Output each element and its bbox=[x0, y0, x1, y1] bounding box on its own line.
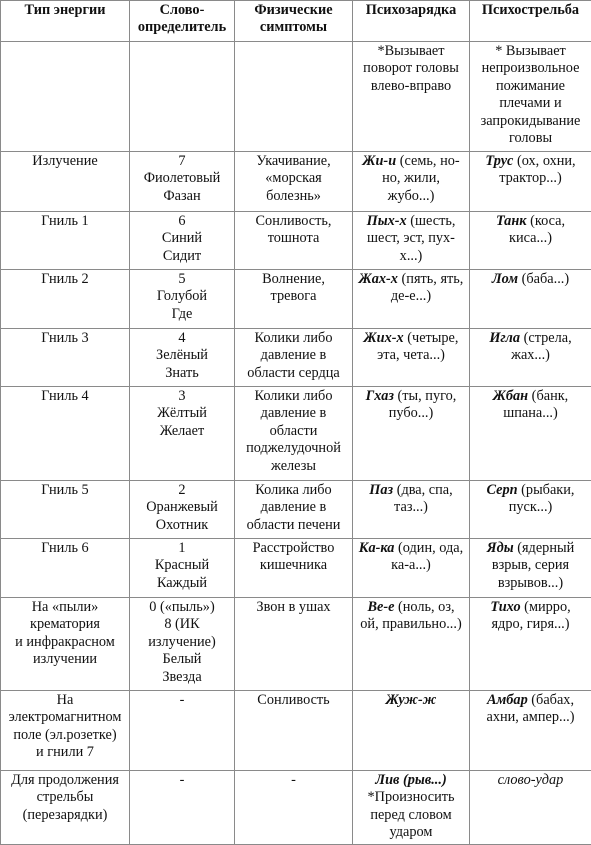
cell-line: ка-а...) bbox=[356, 557, 466, 574]
cell-energy-type bbox=[1, 42, 130, 152]
table-row bbox=[1, 270, 591, 329]
cell-line: Синий bbox=[133, 230, 231, 247]
cell-line: Жёлтый bbox=[133, 405, 231, 422]
cell-line: области сердца bbox=[238, 365, 349, 382]
cell-line: Звон в ушах bbox=[238, 599, 349, 616]
header-shoot: Психострельба bbox=[470, 1, 591, 42]
cell-line: крематория bbox=[4, 616, 126, 633]
cell-word bbox=[130, 598, 235, 691]
cell-line: жубо...) bbox=[356, 188, 466, 205]
key-word: Серп bbox=[487, 482, 518, 498]
cell-line: Жбан (банк, bbox=[473, 388, 588, 405]
table-row bbox=[1, 691, 591, 771]
header-word bbox=[130, 1, 235, 42]
cell-line: железы bbox=[238, 458, 349, 475]
cell-line: *Произносить bbox=[356, 789, 466, 806]
table-row bbox=[1, 152, 591, 212]
cell-shoot bbox=[470, 42, 591, 152]
cell-line: Излучение bbox=[4, 153, 126, 170]
cell-line: 8 (ИК bbox=[133, 616, 231, 633]
key-word: Танк bbox=[496, 213, 527, 229]
cell-energy-type bbox=[1, 270, 130, 329]
cell-word bbox=[130, 270, 235, 329]
cell-line: пуск...) bbox=[473, 499, 588, 516]
header-line: определитель bbox=[133, 19, 231, 36]
key-word: Трус bbox=[485, 153, 513, 169]
key-word: Ка-ка bbox=[359, 540, 395, 556]
cell-line: Серп (рыбаки, bbox=[473, 482, 588, 499]
cell-line: Фазан bbox=[133, 188, 231, 205]
key-word: Лом bbox=[492, 271, 518, 287]
cell-line: Укачивание, bbox=[238, 153, 349, 170]
cell-line: Звезда bbox=[133, 669, 231, 686]
cell-line: На bbox=[4, 692, 126, 709]
cell-line: шпана...) bbox=[473, 405, 588, 422]
cell-charge bbox=[353, 329, 470, 387]
cell-line: Расстройство bbox=[238, 540, 349, 557]
key-word: Жи-и bbox=[362, 153, 396, 169]
cell-line: Пых-х (шесть, bbox=[356, 213, 466, 230]
cell-line: запрокидывание bbox=[473, 113, 588, 130]
cell-line: Сидит bbox=[133, 248, 231, 265]
cell-word bbox=[130, 152, 235, 212]
cell-line: 1 bbox=[133, 540, 231, 557]
cell-symptoms bbox=[235, 270, 353, 329]
cell-line: ядро, гиря...) bbox=[473, 616, 588, 633]
cell-energy-type bbox=[1, 212, 130, 270]
header-energy-type: Тип энергии bbox=[1, 1, 130, 42]
cell-word bbox=[130, 539, 235, 598]
cell-line: киса...) bbox=[473, 230, 588, 247]
cell-charge bbox=[353, 270, 470, 329]
cell-line: Охотник bbox=[133, 517, 231, 534]
cell-line: Гниль 5 bbox=[4, 482, 126, 499]
cell-symptoms bbox=[235, 42, 353, 152]
cell-line: но, жили, bbox=[356, 170, 466, 187]
cell-line: кишечника bbox=[238, 557, 349, 574]
table-row bbox=[1, 539, 591, 598]
cell-line: болезнь» bbox=[238, 188, 349, 205]
cell-line: 3 bbox=[133, 388, 231, 405]
cell-line: таз...) bbox=[356, 499, 466, 516]
cell-line: Фиолетовый bbox=[133, 170, 231, 187]
cell-line: ой, правильно...) bbox=[356, 616, 466, 633]
cell-line: ахни, ампер...) bbox=[473, 709, 588, 726]
cell-charge bbox=[353, 42, 470, 152]
cell-line: давление в bbox=[238, 405, 349, 422]
cell-line: пубо...) bbox=[356, 405, 466, 422]
cell-line: - bbox=[133, 772, 231, 789]
cell-word bbox=[130, 212, 235, 270]
cell-energy-type bbox=[1, 481, 130, 539]
cell-line: пожимание bbox=[473, 78, 588, 95]
cell-line: * Вызывает bbox=[473, 43, 588, 60]
cell-line: 4 bbox=[133, 330, 231, 347]
cell-line: Где bbox=[133, 306, 231, 323]
key-word: Лив (рыв...) bbox=[375, 772, 446, 788]
cell-line: 7 bbox=[133, 153, 231, 170]
table-row bbox=[1, 212, 591, 270]
cell-shoot bbox=[470, 212, 591, 270]
cell-line: Колики либо bbox=[238, 330, 349, 347]
key-word: Тихо bbox=[490, 599, 520, 615]
cell-charge bbox=[353, 387, 470, 481]
key-word: Яды bbox=[487, 540, 514, 556]
cell-line: поворот головы bbox=[356, 60, 466, 77]
italic-word: слово-удар bbox=[498, 772, 564, 788]
header-charge: Психозарядка bbox=[353, 1, 470, 42]
cell-word bbox=[130, 691, 235, 771]
cell-line: Жах-х (пять, ять, bbox=[356, 271, 466, 288]
cell-line: «морская bbox=[238, 170, 349, 187]
cell-line: стрельбы bbox=[4, 789, 126, 806]
cell-line: Тихо (мирро, bbox=[473, 599, 588, 616]
cell-line: Ка-ка (один, ода, bbox=[356, 540, 466, 557]
cell-line: Белый bbox=[133, 651, 231, 668]
cell-word bbox=[130, 481, 235, 539]
cell-line: Жих-х (четыре, bbox=[356, 330, 466, 347]
cell-shoot bbox=[470, 152, 591, 212]
table-row bbox=[1, 771, 591, 845]
cell-line: Волнение, bbox=[238, 271, 349, 288]
cell-symptoms bbox=[235, 691, 353, 771]
cell-line: Игла (стрела, bbox=[473, 330, 588, 347]
cell-line: тревога bbox=[238, 288, 349, 305]
cell-line: (перезарядки) bbox=[4, 807, 126, 824]
cell-charge bbox=[353, 539, 470, 598]
cell-energy-type bbox=[1, 539, 130, 598]
cell-line: Танк (коса, bbox=[473, 213, 588, 230]
cell-shoot bbox=[470, 329, 591, 387]
cell-energy-type bbox=[1, 152, 130, 212]
cell-shoot bbox=[470, 598, 591, 691]
header-line: Физические bbox=[238, 2, 349, 19]
cell-line: Гниль 6 bbox=[4, 540, 126, 557]
cell-charge bbox=[353, 152, 470, 212]
cell-charge bbox=[353, 481, 470, 539]
cell-line: Амбар (бабах, bbox=[473, 692, 588, 709]
cell-energy-type bbox=[1, 691, 130, 771]
cell-symptoms bbox=[235, 387, 353, 481]
key-word: Амбар bbox=[487, 692, 528, 708]
cell-line: Зелёный bbox=[133, 347, 231, 364]
cell-symptoms bbox=[235, 152, 353, 212]
cell-line: Сонливость bbox=[238, 692, 349, 709]
cell-line: - bbox=[238, 772, 349, 789]
cell-line: Гниль 4 bbox=[4, 388, 126, 405]
cell-line: тошнота bbox=[238, 230, 349, 247]
cell-line: Колики либо bbox=[238, 388, 349, 405]
table-row bbox=[1, 481, 591, 539]
cell-word bbox=[130, 42, 235, 152]
header-symptoms bbox=[235, 1, 353, 42]
cell-energy-type bbox=[1, 771, 130, 845]
cell-line: головы bbox=[473, 130, 588, 147]
key-word: Жах-х bbox=[359, 271, 398, 287]
key-word: Жих-х bbox=[364, 330, 404, 346]
cell-line: и инфракрасном bbox=[4, 634, 126, 651]
cell-symptoms bbox=[235, 481, 353, 539]
cell-line bbox=[356, 692, 466, 709]
cell-symptoms bbox=[235, 212, 353, 270]
key-word: Жбан bbox=[493, 388, 528, 404]
cell-line: 6 bbox=[133, 213, 231, 230]
cell-line: Сонливость, bbox=[238, 213, 349, 230]
cell-symptoms bbox=[235, 329, 353, 387]
cell-line: Желает bbox=[133, 423, 231, 440]
cell-line: На «пыли» bbox=[4, 599, 126, 616]
cell-energy-type bbox=[1, 329, 130, 387]
cell-line: ударом bbox=[356, 824, 466, 841]
cell-line: Колика либо bbox=[238, 482, 349, 499]
cell-line: трактор...) bbox=[473, 170, 588, 187]
cell-line bbox=[356, 772, 466, 789]
cell-shoot bbox=[470, 387, 591, 481]
table-row bbox=[1, 42, 591, 152]
cell-charge bbox=[353, 598, 470, 691]
cell-line: 5 bbox=[133, 271, 231, 288]
cell-word bbox=[130, 387, 235, 481]
cell-line: шест, эст, пух- bbox=[356, 230, 466, 247]
cell-line: поле (эл.розетке) bbox=[4, 727, 126, 744]
cell-line: де-е...) bbox=[356, 288, 466, 305]
cell-line: давление в bbox=[238, 499, 349, 516]
cell-line: взрыв, серия bbox=[473, 557, 588, 574]
cell-symptoms bbox=[235, 771, 353, 845]
header-row bbox=[1, 1, 591, 42]
cell-line: Ве-е (ноль, оз, bbox=[356, 599, 466, 616]
cell-symptoms bbox=[235, 539, 353, 598]
header-line: Слово- bbox=[133, 2, 231, 19]
key-word: Жуж-ж bbox=[386, 692, 437, 708]
cell-line: Гниль 3 bbox=[4, 330, 126, 347]
key-word: Ве-е bbox=[367, 599, 394, 615]
cell-line: взрывов...) bbox=[473, 575, 588, 592]
cell-line: Паз (два, спа, bbox=[356, 482, 466, 499]
cell-line: электромагнитном bbox=[4, 709, 126, 726]
cell-line: излучении bbox=[4, 651, 126, 668]
cell-line: Гхаз (ты, пуго, bbox=[356, 388, 466, 405]
cell-line: жах...) bbox=[473, 347, 588, 364]
key-word: Игла bbox=[489, 330, 520, 346]
cell-charge bbox=[353, 212, 470, 270]
cell-line: Трус (ох, охни, bbox=[473, 153, 588, 170]
cell-line: давление в bbox=[238, 347, 349, 364]
cell-line: влево-вправо bbox=[356, 78, 466, 95]
cell-charge bbox=[353, 691, 470, 771]
cell-line: перед словом bbox=[356, 807, 466, 824]
cell-charge bbox=[353, 771, 470, 845]
cell-line: Яды (ядерный bbox=[473, 540, 588, 557]
cell-shoot bbox=[470, 270, 591, 329]
table-row bbox=[1, 598, 591, 691]
cell-shoot bbox=[470, 771, 591, 845]
cell-symptoms bbox=[235, 598, 353, 691]
cell-line: *Вызывает bbox=[356, 43, 466, 60]
cell-line: Гниль 2 bbox=[4, 271, 126, 288]
cell-shoot bbox=[470, 691, 591, 771]
cell-line: и гнили 7 bbox=[4, 744, 126, 761]
cell-line: - bbox=[133, 692, 231, 709]
cell-line: Красный bbox=[133, 557, 231, 574]
cell-line: Оранжевый bbox=[133, 499, 231, 516]
cell-line bbox=[473, 772, 588, 789]
cell-line: эта, чета...) bbox=[356, 347, 466, 364]
cell-line: непроизвольное bbox=[473, 60, 588, 77]
cell-line: излучение) bbox=[133, 634, 231, 651]
table-row bbox=[1, 387, 591, 481]
cell-shoot bbox=[470, 481, 591, 539]
key-word: Паз bbox=[369, 482, 393, 498]
key-word: Пых-х bbox=[367, 213, 407, 229]
cell-line: Знать bbox=[133, 365, 231, 382]
cell-line: Голубой bbox=[133, 288, 231, 305]
header-line: симптомы bbox=[238, 19, 349, 36]
cell-line: Гниль 1 bbox=[4, 213, 126, 230]
cell-line: 0 («пыль») bbox=[133, 599, 231, 616]
cell-line: области bbox=[238, 423, 349, 440]
cell-word bbox=[130, 771, 235, 845]
table-row bbox=[1, 329, 591, 387]
cell-line: Лом (баба...) bbox=[473, 271, 588, 288]
cell-energy-type bbox=[1, 387, 130, 481]
cell-line: Для продолжения bbox=[4, 772, 126, 789]
cell-line: Каждый bbox=[133, 575, 231, 592]
cell-line: плечами и bbox=[473, 95, 588, 112]
cell-line: поджелудочной bbox=[238, 440, 349, 457]
cell-shoot bbox=[470, 539, 591, 598]
cell-word bbox=[130, 329, 235, 387]
key-word: Гхаз bbox=[366, 388, 394, 404]
cell-line: х...) bbox=[356, 248, 466, 265]
cell-line: 2 bbox=[133, 482, 231, 499]
cell-energy-type bbox=[1, 598, 130, 691]
cell-line: области печени bbox=[238, 517, 349, 534]
cell-line: Жи-и (семь, но- bbox=[356, 153, 466, 170]
